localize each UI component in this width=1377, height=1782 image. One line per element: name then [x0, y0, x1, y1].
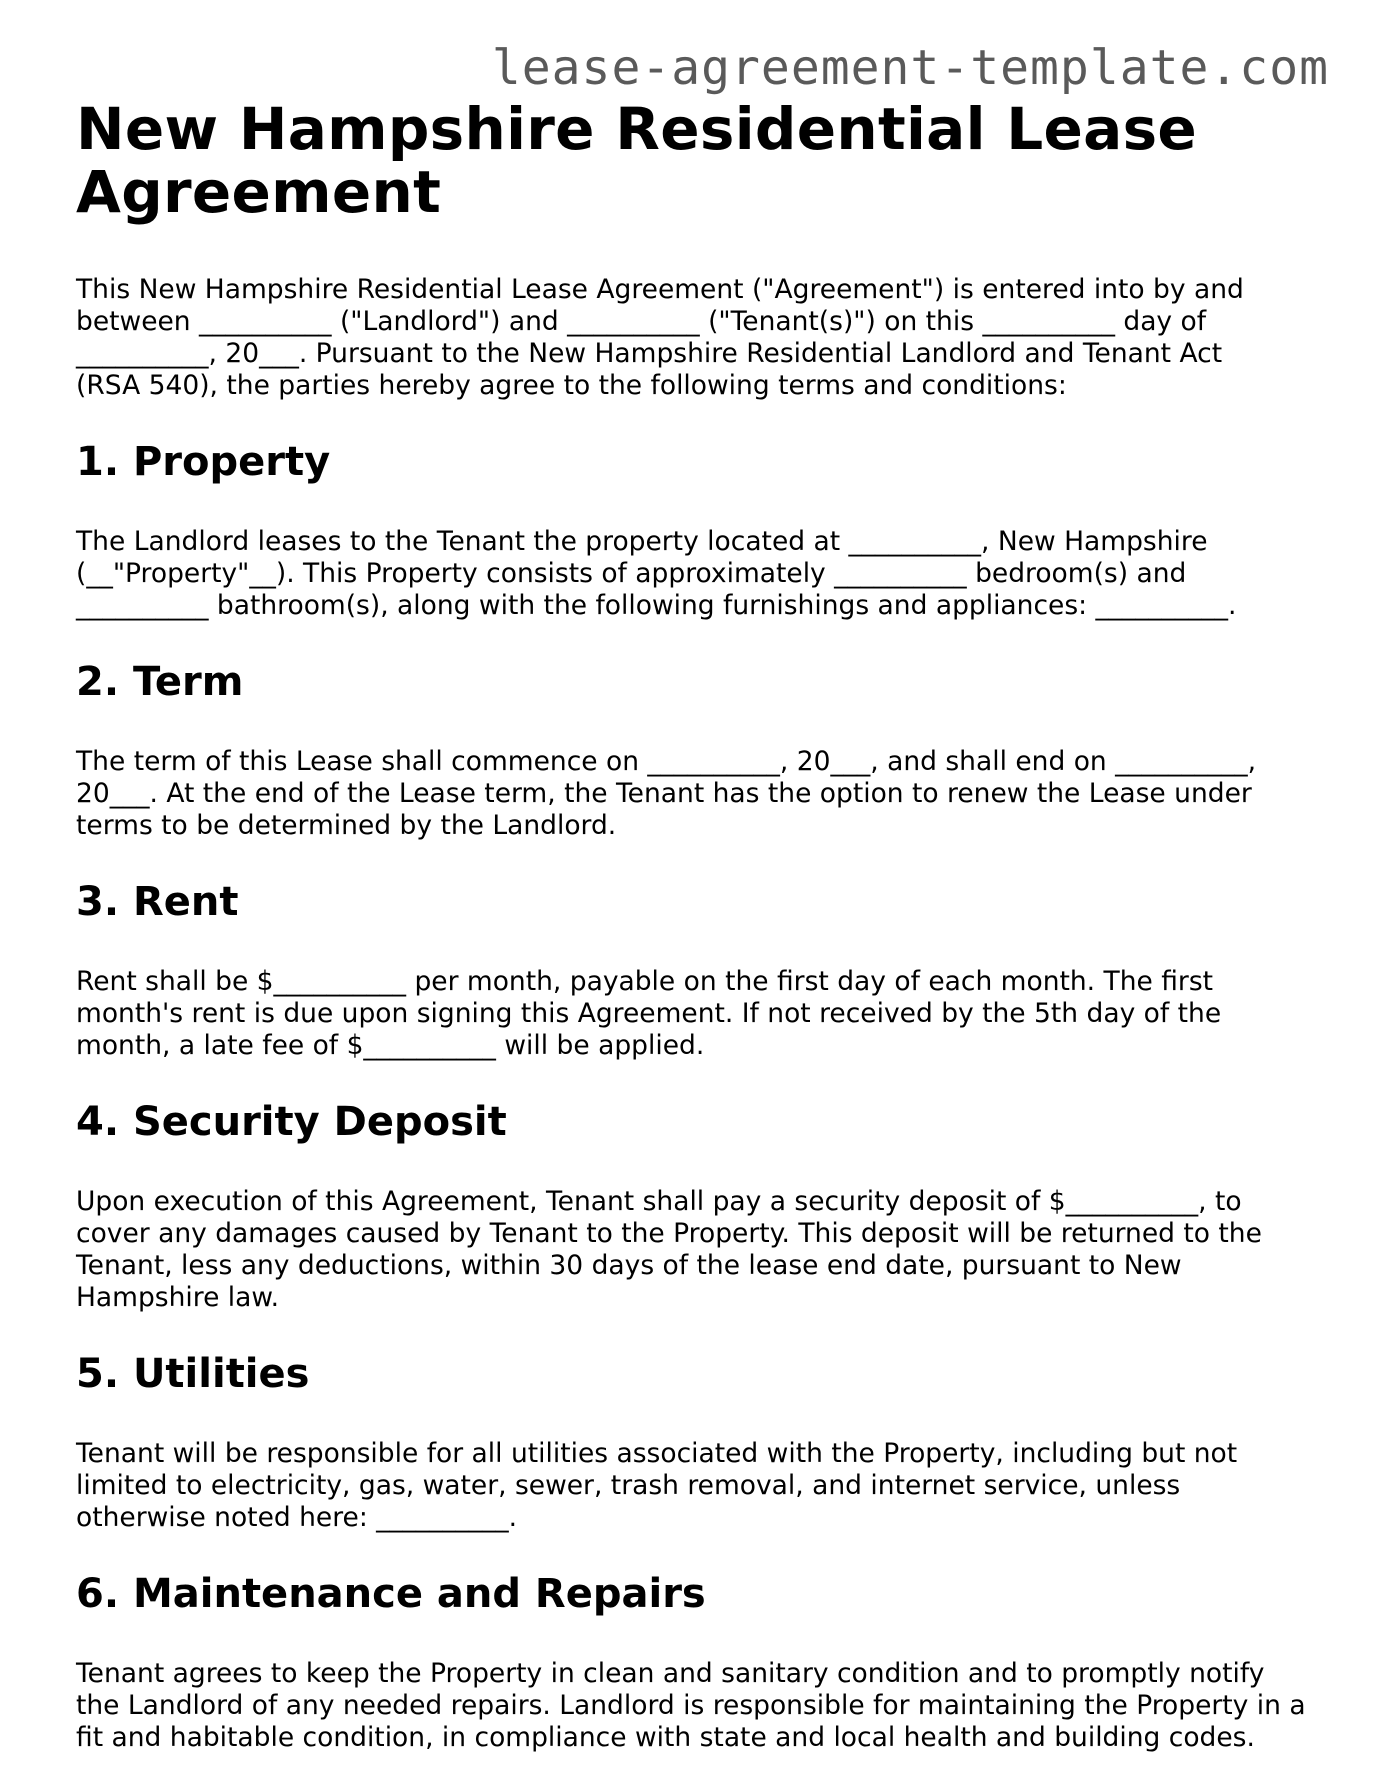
section-heading-security-deposit: 4. Security Deposit [76, 1099, 507, 1145]
document-content [76, 95, 1316, 1754]
section-heading-rent: 3. Rent [76, 879, 239, 925]
section-body-security-deposit: Upon execution of this Agreement, Tenant shall pay a security deposit of $__________, to cover any damages caused by Tenant to the Property. This deposit will be returned to the Tenant, less any deductions, within 30 days of the lease end date, pursuant to New Hampshire law. [76, 1186, 1262, 1313]
section-heading-term: 2. Term [76, 659, 244, 705]
watermark: lease-agreement-template.com [491, 40, 1329, 96]
section-body-rent: Rent shall be $__________ per month, payable on the first day of each month. The first month's rent is due upon signing this Agreement. If not received by the 5th day of the month, a late fee of $__________ will be applied. [76, 966, 1222, 1061]
intro-paragraph: This New Hampshire Residential Lease Agreement ("Agreement") is entered into by and between __________ ("Landlord") and __________ ("Tenant(s)") on this __________ day of __________, 20___. Pursuant to the New Hampshire Residential Landlord and Tenant Act (RSA 540), the parties hereby agree to the following terms and conditions: [76, 274, 1244, 401]
document-title: New Hampshire Residential Lease Agreement [76, 95, 1198, 226]
section-body-property: The Landlord leases to the Tenant the property located at __________, New Hampshire (__"Property"__). This Property consists of approximately __________ bedroom(s) and __________ bathroom(s), along with the following furnishings and appliances: __________. [76, 526, 1237, 621]
section-heading-maintenance: 6. Maintenance and Repairs [76, 1571, 706, 1617]
section-heading-property: 1. Property [76, 439, 331, 485]
section-body-term: The term of this Lease shall commence on __________, 20___, and shall end on __________, 20___. At the end of the Lease term, the Tenant has the option to renew the Lease under terms to be determined by the Landlord. [76, 746, 1257, 841]
section-heading-utilities: 5. Utilities [76, 1351, 310, 1397]
section-body-maintenance: Tenant agrees to keep the Property in clean and sanitary condition and to promptly notify the Landlord of any needed repairs. Landlord is responsible for maintaining the Property in a fit and habitable condition, in compliance with state and local health and building codes. [76, 1658, 1306, 1753]
section-body-utilities: Tenant will be responsible for all utilities associated with the Property, including but not limited to electricity, gas, water, sewer, trash removal, and internet service, unless otherwise noted here: __________. [76, 1438, 1238, 1533]
